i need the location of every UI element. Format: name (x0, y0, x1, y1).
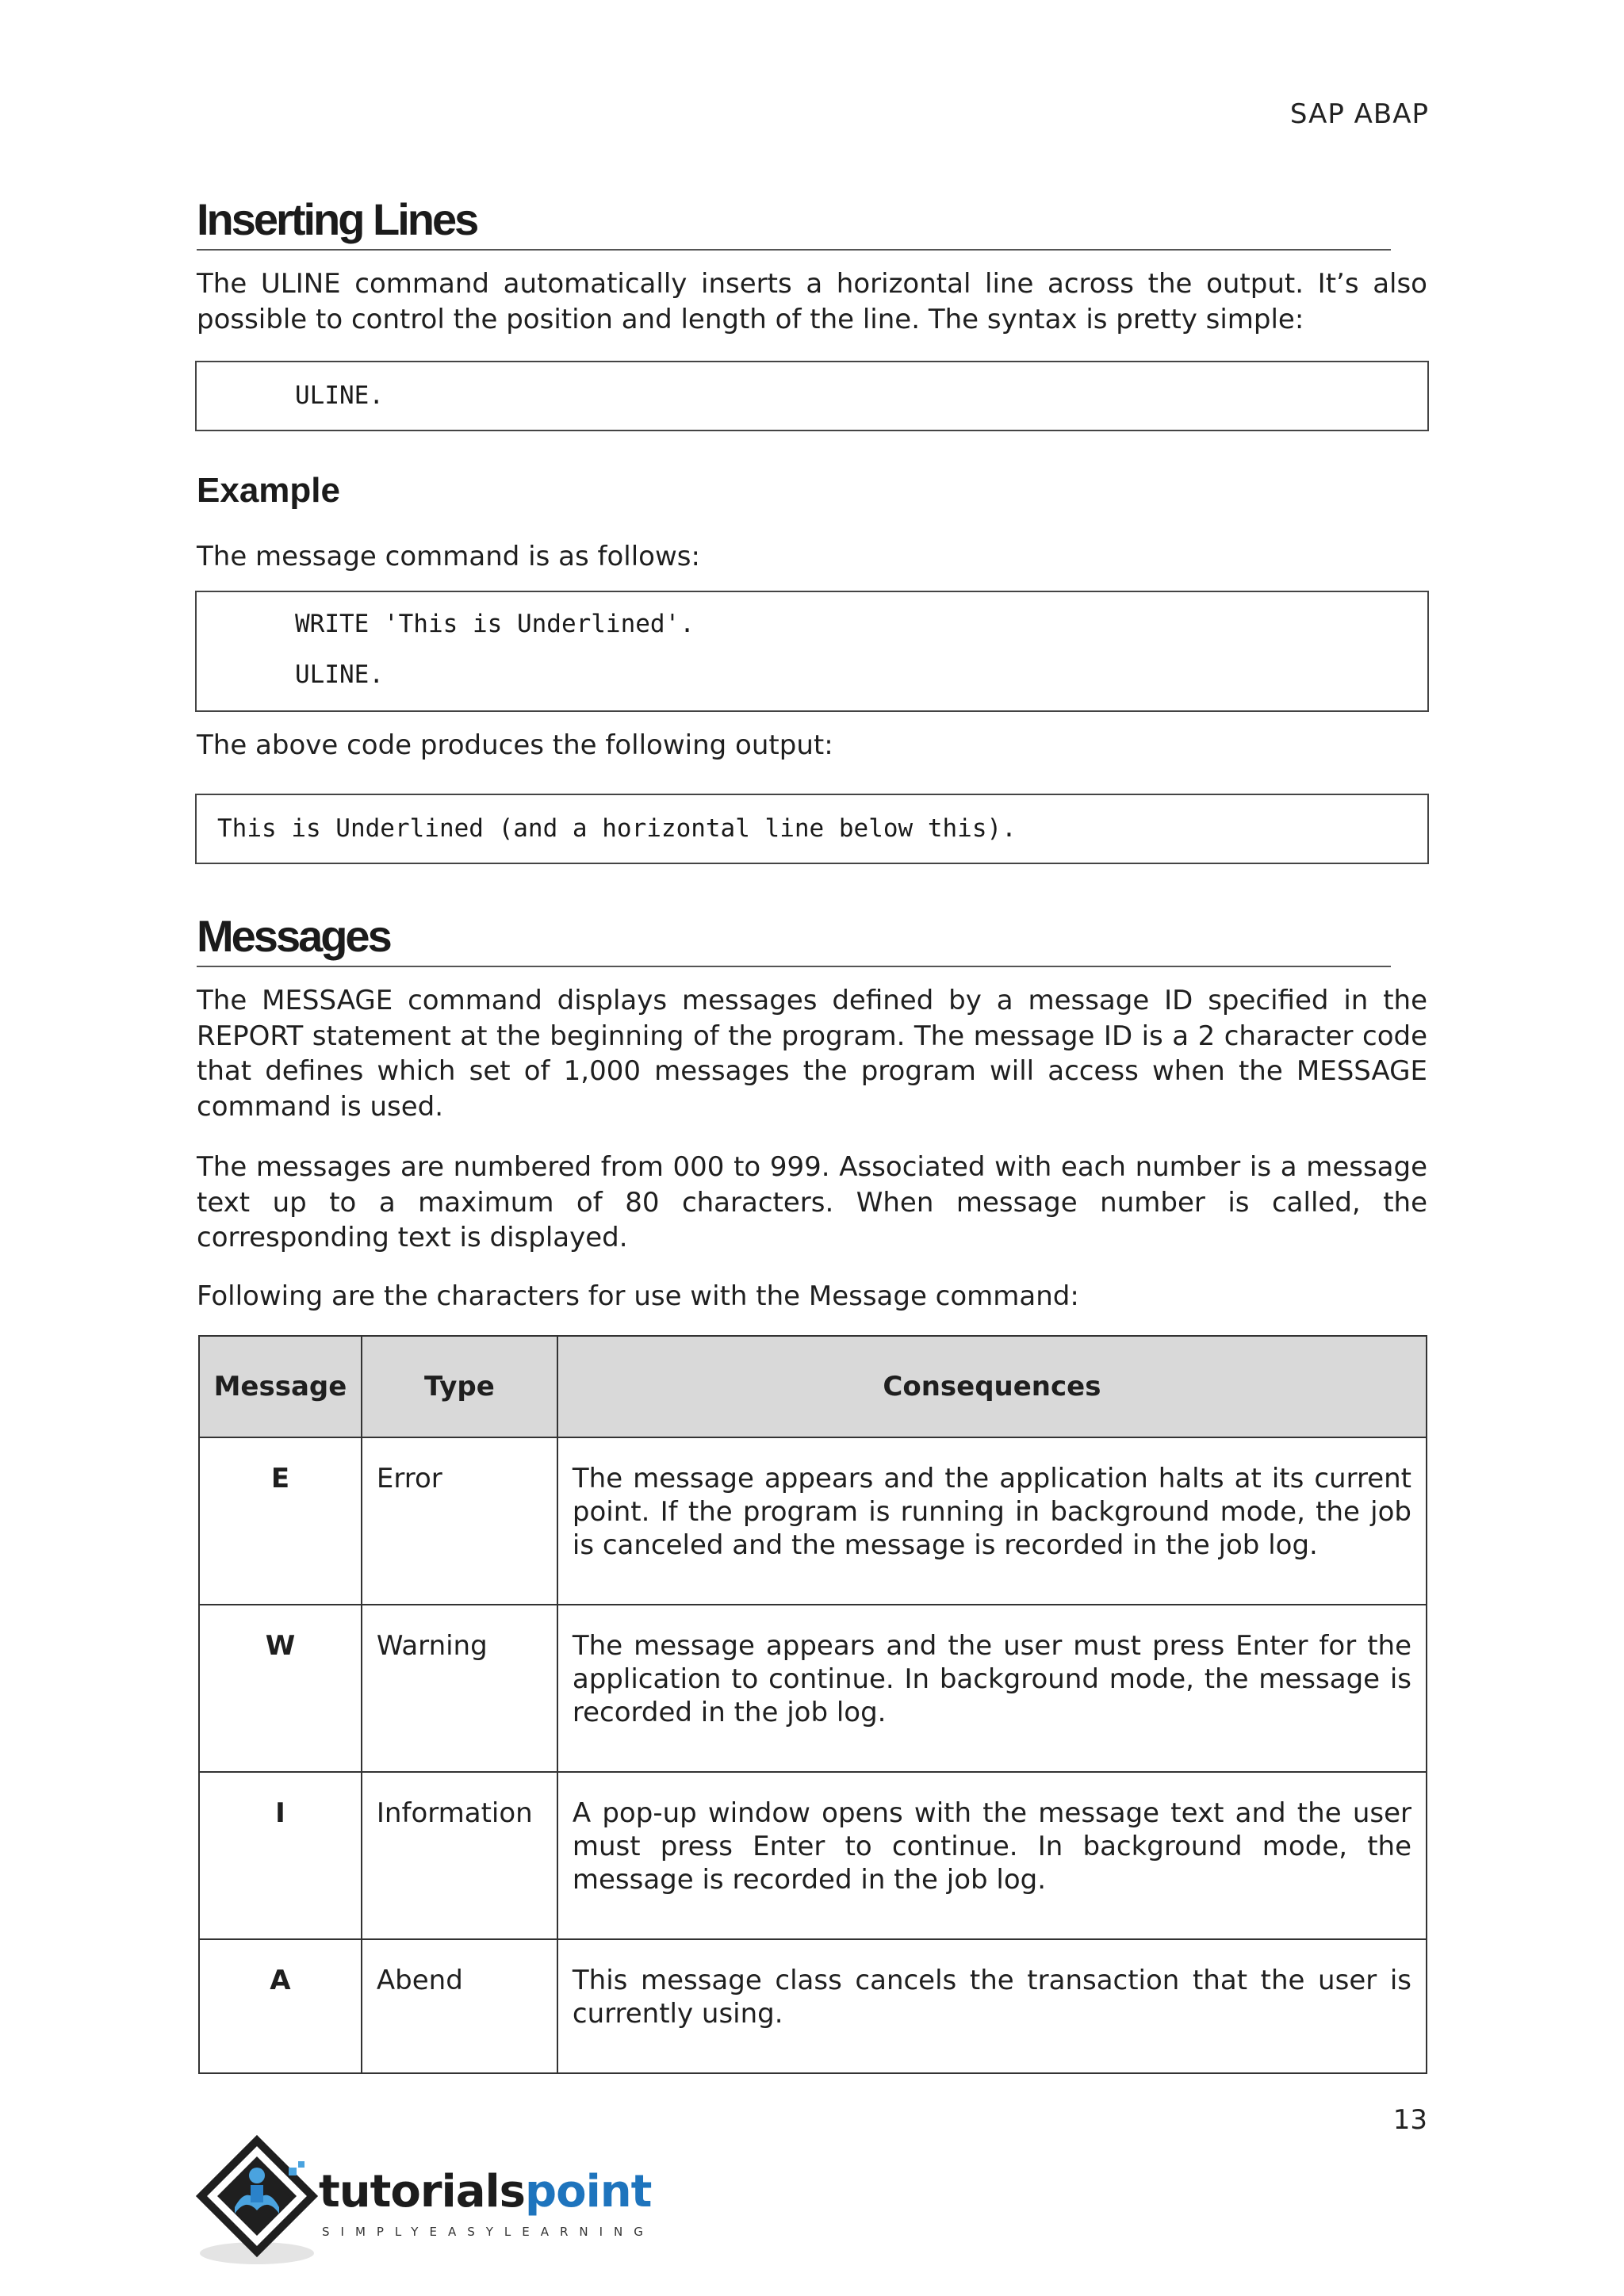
code-line: ULINE. (295, 660, 384, 689)
page-number: 13 (1392, 2104, 1427, 2136)
logo-word-dark: tutorials (319, 2166, 526, 2218)
consequence-cell: The message appears and the user must press Enter for the application to continue. In background mode, the message is recorded in the job log. (557, 1605, 1427, 1772)
syntax-code-box (195, 361, 1429, 431)
messages-paragraph-1: The MESSAGE command displays messages defined by a message ID specified in the REPORT statement at the beginning of the program. The message ID is a 2 character code that defines which set of 1,000 messages the program will access when the MESSAGE command is used. (197, 985, 1427, 1123)
message-type-cell: Abend (362, 1939, 557, 2073)
table-header-consequences: Consequences (557, 1336, 1427, 1437)
code-line: This is Underlined (and a horizontal line below this). (217, 814, 1017, 843)
uline-intro-paragraph: The ULINE command automatically inserts a horizontal line across the output. It’s also possible to control the position and length of the line. The syntax is pretty simple: (197, 268, 1427, 335)
section-heading-inserting-lines: Inserting Lines (197, 194, 477, 244)
output-code-box (195, 794, 1429, 864)
table-row (199, 1772, 1427, 1939)
logo-word-blue: point (525, 2166, 652, 2218)
messages-paragraph-2: The messages are numbered from 000 to 999. Associated with each number is a message text up to a maximum of 80 characters. When message number is called, the corresponding text is displayed. (197, 1151, 1427, 1253)
tutorialspoint-logo (195, 2134, 654, 2271)
table-header-row (199, 1336, 1427, 1437)
table-row (199, 1437, 1427, 1605)
message-code-cell: W (199, 1605, 362, 1772)
table-row (199, 1939, 1427, 2073)
logo-wordmark (319, 2166, 651, 2218)
logo-emblem-icon (195, 2134, 322, 2271)
table-header-type: Type (362, 1336, 557, 1437)
table-header-message: Message (199, 1336, 362, 1437)
example-intro-paragraph: The message command is as follows: (197, 541, 700, 572)
running-header: SAP ABAP (1289, 98, 1429, 130)
message-code-cell: A (199, 1939, 362, 2073)
message-types-table (198, 1335, 1427, 2074)
logo-tagline: SIMPLYEASYLEARNING (322, 2225, 654, 2239)
heading-rule (197, 249, 1391, 251)
consequence-cell: A pop-up window opens with the message text and the user must press Enter to continue. In background mode, the message is recorded in the job log. (557, 1772, 1427, 1939)
code-line: WRITE 'This is Underlined'. (295, 610, 695, 638)
code-line: ULINE. (295, 381, 384, 410)
example-code-box (195, 591, 1429, 712)
table-row (199, 1605, 1427, 1772)
output-intro-paragraph: The above code produces the following output: (197, 729, 833, 761)
message-code-cell: I (199, 1772, 362, 1939)
section-heading-messages: Messages (197, 911, 390, 961)
messages-paragraph-3: Following are the characters for use with the Message command: (197, 1280, 1079, 1312)
example-heading: Example (197, 471, 340, 510)
message-code-cell: E (199, 1437, 362, 1605)
message-type-cell: Information (362, 1772, 557, 1939)
message-type-cell: Warning (362, 1605, 557, 1772)
message-type-cell: Error (362, 1437, 557, 1605)
consequence-cell: The message appears and the application halts at its current point. If the program is running in background mode, the job is canceled and the message is recorded in the job log. (557, 1437, 1427, 1605)
consequence-cell: This message class cancels the transaction that the user is currently using. (557, 1939, 1427, 2073)
heading-rule (197, 966, 1391, 967)
